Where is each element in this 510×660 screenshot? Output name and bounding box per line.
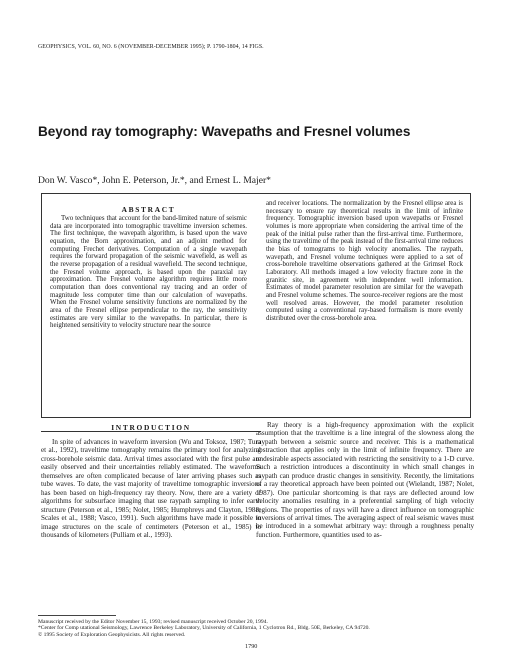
- abstract-paragraph-right: and receiver locations. The normalization by the Fresnel ellipse area is necessary to ensure ray theoretical results in the limit of infinite frequency. Tomographic inversion based upon wavepaths or Fresnel volumes is more appropriate when considering the arrival time of the peak of the initial pulse rather than the first-arrival time. Furthermore, using the traveltime of the peak instead of the first-arrival time reduces the bias of tomograms to high velocity anomalies. The raypath, wavepath, and Fresnel volume techniques were applied to a set of cross-borehole traveltime observations gathered at the Grimsel Rock Laboratory. All methods imaged a low velocity fracture zone in the granitic site, in agreement with independent well information. Estimates of model parameter resolution are similar for the wavepath and Fresnel volume schemes. The source-receiver regions are the most well resolved areas. However, the model parameter resolution computed using a conventional ray-based formalism is more evenly distributed over the cross-borehole area.: [266, 200, 463, 322]
- introduction-left-column: [41, 438, 261, 539]
- abstract-left-column: [50, 215, 247, 330]
- footnote-rule: [38, 615, 116, 616]
- footnote-copyright: © 1995 Society of Exploration Geophysicists. All rights reserved.: [38, 631, 186, 638]
- abstract-heading: ABSTRACT: [121, 205, 176, 214]
- footnotes: [38, 619, 478, 638]
- page-number: 1790: [245, 643, 258, 650]
- introduction-paragraph-1: In spite of advances in waveform inversion (Wu and Toksoz, 1987; Tura et al., 1992), traveltime tomography remains the primary tool for analyzing cross-borehole seismic data. Arrival times associated with the first pulse are easily observed and their uncertainties reliably estimated. The waveforms themselves are often complicated because of later arriving phases such as tube waves. To date, the vast majority of traveltime tomographic inversions has been based on high-frequency ray theory. Now, there are a variety of algorithms for subsurface imaging that use raypath sampling to infer earth structure (Peterson et al., 1985; Nolet, 1985; Humphreys and Clayton, 1988; Scales et al., 1988; Vasco, 1991). Such algorithms have made it possible to image structures on the scale of centimeters (Peterson et al., 1985) to thousands of kilometers (Pulliam et al., 1993).: [41, 438, 261, 539]
- journal-header: GEOPHYSICS, VOL. 60, NO. 6 (NOVEMBER-DECEMBER 1995); P. 1790-1804, 14 FIGS.: [38, 44, 264, 50]
- body-right-column: [256, 421, 474, 539]
- body-paragraph-ray-theory: Ray theory is a high-frequency approximation with the explicit assumption that the traveltime is a line integral of the slowness along the raypath between a seismic source and receiver. This is a mathematical abstraction that applies only in the limit of infinite frequency. There are undesirable aspects associated with restricting the sensitivity to a 1-D curve. Such a restriction introduces a discontinuity in which small changes in raypath can produce drastic changes in sensitivity. Recently, the limitations of a ray theoretical approach have been pointed out (Wielandt, 1987; Nolet, 1987). One particular shortcoming is that rays are deflected around low velocity anomalies resulting in a preferential sampling of high velocity regions. The properties of rays will have a direct influence on tomographic inversions of arrival times. The averaging aspect of real seismic waves must be introduced in a somewhat arbitrary way: through a roughness penalty function. Furthermore, quantities used to as-: [256, 421, 474, 539]
- abstract-right-column: [266, 200, 463, 323]
- author-list: Don W. Vasco*, John E. Peterson, Jr.*, and Ernest L. Majer*: [38, 175, 271, 186]
- abstract-paragraph-left: Two techniques that account for the band-limited nature of seismic data are incorporated into tomographic traveltime inversion schemes. The first technique, the wavepath algorithm, is based upon the wave equation, the Born approximation, and an adjoint method for computing Frechet derivatives. Computation of a single wavepath requires the forward propagation of the seismic wavefield, as well as the reverse propagation of a residual wavefield. The second technique, the Fresnel volume approach, is based upon the paraxial ray approximation. The Fresnel volume algorithm requires little more computation than does conventional ray tracing and an order of magnitude less computer time than our calculation of wavepaths. When the Fresnel volume sensitivity functions are normalized by the area of the Fresnel ellipse perpendicular to the ray, the sensitivity estimates are very similar to the wavepaths. In particular, there is heightened sensitivity to velocity structure near the source: [50, 215, 247, 330]
- footnote-manuscript: Manuscript received by the Editor November 15, 1993; revised manuscript received October 20, 1994.: [38, 619, 268, 625]
- introduction-heading: INTRODUCTION: [111, 423, 191, 432]
- footnote-affiliation: *Center for Comp utational Seismology, Lawrence Berkeley Laboratory, University of California, 1 Cyclotron Rd., Bldg. 50E, Berkeley, CA 94720.: [38, 625, 370, 632]
- paper-title: Beyond ray tomography: Wavepaths and Fresnel volumes: [38, 124, 411, 139]
